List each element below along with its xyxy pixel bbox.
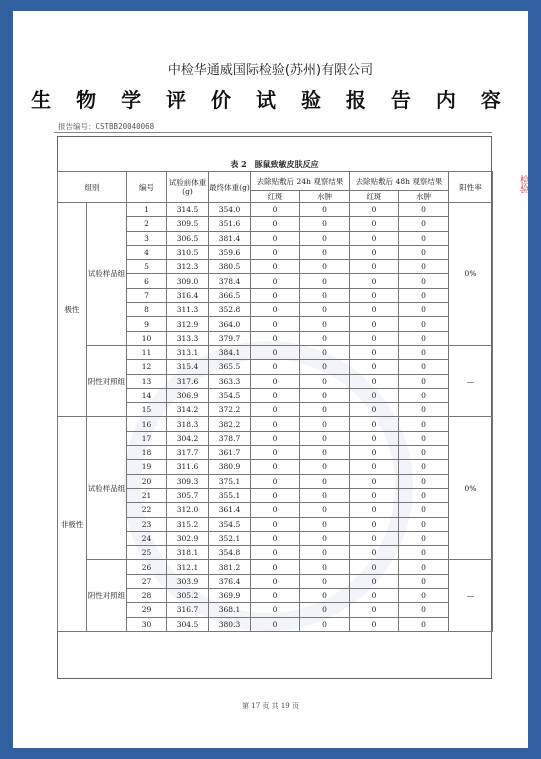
animal-id-cell: 11 [127, 345, 167, 359]
final-weight-cell: 376.4 [209, 574, 251, 588]
header-erythema-24h: 红斑 [251, 191, 300, 203]
page-title: 生 物 学 评 价 试 验 报 告 内 容 [31, 88, 510, 112]
edema-48h-cell: 0 [399, 417, 449, 431]
positive-rate-cell: 0% [449, 417, 493, 560]
edema-24h-cell: 0 [300, 546, 350, 560]
erythema-48h-cell: 0 [350, 360, 399, 374]
erythema-48h-cell: 0 [350, 446, 399, 460]
erythema-48h-cell: 0 [350, 274, 399, 288]
final-weight-cell: 372.2 [209, 403, 251, 417]
pre-weight-cell: 314.5 [167, 203, 209, 217]
final-weight-cell: 355.1 [209, 488, 251, 502]
edema-48h-cell: 0 [399, 617, 449, 631]
final-weight-cell: 361.4 [209, 503, 251, 517]
edema-24h-cell: 0 [300, 217, 350, 231]
table-body [58, 203, 493, 632]
pre-weight-cell: 304.5 [167, 617, 209, 631]
edema-24h-cell: 0 [300, 274, 350, 288]
erythema-48h-cell: 0 [350, 245, 399, 259]
erythema-48h-cell: 0 [350, 531, 399, 545]
positive-rate-cell: — [449, 345, 493, 416]
final-weight-cell: 366.5 [209, 288, 251, 302]
pre-weight-cell: 305.2 [167, 589, 209, 603]
erythema-48h-cell: 0 [350, 317, 399, 331]
edema-48h-cell: 0 [399, 574, 449, 588]
erythema-24h-cell: 0 [251, 303, 300, 317]
animal-id-cell: 25 [127, 546, 167, 560]
erythema-24h-cell: 0 [251, 217, 300, 231]
final-weight-cell: 351.6 [209, 217, 251, 231]
edema-48h-cell: 0 [399, 317, 449, 331]
pre-weight-cell: 313.3 [167, 331, 209, 345]
erythema-24h-cell: 0 [251, 274, 300, 288]
edema-24h-cell: 0 [300, 417, 350, 431]
pre-weight-cell: 309.3 [167, 474, 209, 488]
edema-48h-cell: 0 [399, 546, 449, 560]
edema-48h-cell: 0 [399, 503, 449, 517]
final-weight-cell: 381.2 [209, 560, 251, 574]
animal-id-cell: 13 [127, 374, 167, 388]
erythema-48h-cell: 0 [350, 574, 399, 588]
pre-weight-cell: 313.1 [167, 345, 209, 359]
erythema-48h-cell: 0 [350, 546, 399, 560]
table-row [58, 560, 493, 574]
positive-rate-cell: 0% [449, 203, 493, 346]
edema-24h-cell: 0 [300, 260, 350, 274]
animal-id-cell: 5 [127, 260, 167, 274]
pre-weight-cell: 311.6 [167, 460, 209, 474]
final-weight-cell: 354.8 [209, 546, 251, 560]
erythema-48h-cell: 0 [350, 589, 399, 603]
table-row [58, 345, 493, 359]
edema-24h-cell: 0 [300, 560, 350, 574]
pre-weight-cell: 315.2 [167, 517, 209, 531]
animal-id-cell: 28 [127, 589, 167, 603]
erythema-48h-cell: 0 [350, 345, 399, 359]
final-weight-cell: 378.4 [209, 274, 251, 288]
edema-24h-cell: 0 [300, 589, 350, 603]
animal-id-cell: 24 [127, 531, 167, 545]
final-weight-cell: 380.5 [209, 260, 251, 274]
pre-weight-cell: 317.6 [167, 374, 209, 388]
erythema-48h-cell: 0 [350, 231, 399, 245]
pre-weight-cell: 310.5 [167, 245, 209, 259]
edema-48h-cell: 0 [399, 388, 449, 402]
animal-id-cell: 14 [127, 388, 167, 402]
final-weight-cell: 368.1 [209, 603, 251, 617]
edema-24h-cell: 0 [300, 360, 350, 374]
edema-24h-cell: 0 [300, 317, 350, 331]
edema-48h-cell: 0 [399, 288, 449, 302]
animal-id-cell: 27 [127, 574, 167, 588]
subgroup-test: 试验样品组 [87, 417, 127, 560]
pre-weight-cell: 311.3 [167, 303, 209, 317]
animal-id-cell: 18 [127, 446, 167, 460]
company-name: 中检华通威国际检验(苏州)有限公司 [167, 63, 374, 78]
erythema-24h-cell: 0 [251, 231, 300, 245]
header-final-weight: 最终体重(g) [209, 172, 251, 203]
pre-weight-cell: 314.2 [167, 403, 209, 417]
edema-48h-cell: 0 [399, 374, 449, 388]
erythema-24h-cell: 0 [251, 503, 300, 517]
erythema-48h-cell: 0 [350, 460, 399, 474]
pre-weight-cell: 316.4 [167, 288, 209, 302]
pre-weight-cell: 318.1 [167, 546, 209, 560]
final-weight-cell: 378.7 [209, 431, 251, 445]
animal-id-cell: 2 [127, 217, 167, 231]
group-polar: 极性 [58, 203, 87, 417]
pre-weight-cell: 318.3 [167, 417, 209, 431]
erythema-48h-cell: 0 [350, 474, 399, 488]
final-weight-cell: 369.9 [209, 589, 251, 603]
edema-48h-cell: 0 [399, 488, 449, 502]
edema-48h-cell: 0 [399, 203, 449, 217]
edema-24h-cell: 0 [300, 288, 350, 302]
edema-24h-cell: 0 [300, 374, 350, 388]
edema-48h-cell: 0 [399, 446, 449, 460]
table-row [58, 417, 493, 431]
edema-24h-cell: 0 [300, 603, 350, 617]
edema-24h-cell: 0 [300, 431, 350, 445]
animal-id-cell: 30 [127, 617, 167, 631]
erythema-24h-cell: 0 [251, 431, 300, 445]
animal-id-cell: 16 [127, 417, 167, 431]
edema-24h-cell: 0 [300, 331, 350, 345]
erythema-24h-cell: 0 [251, 546, 300, 560]
edema-24h-cell: 0 [300, 517, 350, 531]
header-edema-24h: 水肿 [300, 191, 350, 203]
edema-24h-cell: 0 [300, 203, 350, 217]
pre-weight-cell: 305.7 [167, 488, 209, 502]
header-id: 编号 [127, 172, 167, 203]
edema-24h-cell: 0 [300, 446, 350, 460]
animal-id-cell: 20 [127, 474, 167, 488]
final-weight-cell: 352.8 [209, 303, 251, 317]
animal-id-cell: 22 [127, 503, 167, 517]
erythema-24h-cell: 0 [251, 417, 300, 431]
edema-48h-cell: 0 [399, 431, 449, 445]
subgroup-test: 试验样品组 [87, 203, 127, 346]
final-weight-cell: 352.1 [209, 531, 251, 545]
erythema-48h-cell: 0 [350, 217, 399, 231]
edema-48h-cell: 0 [399, 245, 449, 259]
edema-24h-cell: 0 [300, 303, 350, 317]
erythema-24h-cell: 0 [251, 360, 300, 374]
erythema-48h-cell: 0 [350, 288, 399, 302]
sensitization-table [57, 171, 493, 632]
header-divider [54, 132, 492, 133]
erythema-24h-cell: 0 [251, 460, 300, 474]
report-page [13, 11, 528, 748]
animal-id-cell: 6 [127, 274, 167, 288]
group-nonpolar: 非极性 [58, 417, 87, 631]
erythema-24h-cell: 0 [251, 574, 300, 588]
erythema-48h-cell: 0 [350, 303, 399, 317]
edema-24h-cell: 0 [300, 474, 350, 488]
edema-24h-cell: 0 [300, 617, 350, 631]
pre-weight-cell: 306.9 [167, 388, 209, 402]
animal-id-cell: 10 [127, 331, 167, 345]
erythema-48h-cell: 0 [350, 331, 399, 345]
erythema-24h-cell: 0 [251, 560, 300, 574]
final-weight-cell: 382.2 [209, 417, 251, 431]
edema-24h-cell: 0 [300, 574, 350, 588]
erythema-24h-cell: 0 [251, 203, 300, 217]
edema-24h-cell: 0 [300, 231, 350, 245]
pre-weight-cell: 316.7 [167, 603, 209, 617]
erythema-48h-cell: 0 [350, 617, 399, 631]
pre-weight-cell: 306.5 [167, 231, 209, 245]
final-weight-cell: 375.1 [209, 474, 251, 488]
animal-id-cell: 15 [127, 403, 167, 417]
edema-48h-cell: 0 [399, 517, 449, 531]
pre-weight-cell: 312.0 [167, 503, 209, 517]
pre-weight-cell: 302.9 [167, 531, 209, 545]
pre-weight-cell: 317.7 [167, 446, 209, 460]
erythema-48h-cell: 0 [350, 560, 399, 574]
erythema-24h-cell: 0 [251, 288, 300, 302]
edema-24h-cell: 0 [300, 245, 350, 259]
erythema-48h-cell: 0 [350, 603, 399, 617]
final-weight-cell: 364.0 [209, 317, 251, 331]
edema-48h-cell: 0 [399, 274, 449, 288]
header-24h: 去除贴敷后 24h 观察结果 [251, 172, 350, 191]
final-weight-cell: 365.5 [209, 360, 251, 374]
edema-24h-cell: 0 [300, 503, 350, 517]
edema-24h-cell: 0 [300, 345, 350, 359]
edema-48h-cell: 0 [399, 260, 449, 274]
positive-rate-cell: — [449, 560, 493, 631]
edema-24h-cell: 0 [300, 531, 350, 545]
erythema-24h-cell: 0 [251, 260, 300, 274]
erythema-24h-cell: 0 [251, 446, 300, 460]
edema-48h-cell: 0 [399, 303, 449, 317]
erythema-48h-cell: 0 [350, 503, 399, 517]
final-weight-cell: 363.3 [209, 374, 251, 388]
header-group: 组别 [58, 172, 127, 203]
erythema-48h-cell: 0 [350, 260, 399, 274]
final-weight-cell: 359.6 [209, 245, 251, 259]
edema-24h-cell: 0 [300, 388, 350, 402]
edema-48h-cell: 0 [399, 231, 449, 245]
erythema-48h-cell: 0 [350, 417, 399, 431]
final-weight-cell: 380.3 [209, 617, 251, 631]
header-erythema-48h: 红斑 [350, 191, 399, 203]
animal-id-cell: 29 [127, 603, 167, 617]
header-edema-48h: 水肿 [399, 191, 449, 203]
animal-id-cell: 1 [127, 203, 167, 217]
header-48h: 去除贴敷后 48h 观察结果 [350, 172, 449, 191]
edema-48h-cell: 0 [399, 560, 449, 574]
subgroup-negative: 阴性对照组 [87, 560, 127, 631]
edema-48h-cell: 0 [399, 331, 449, 345]
pre-weight-cell: 303.9 [167, 574, 209, 588]
header-pre-weight: 试验前体重(g) [167, 172, 209, 203]
animal-id-cell: 26 [127, 560, 167, 574]
page-footer: 第 17 页 共 19 页 [242, 702, 299, 710]
edema-48h-cell: 0 [399, 531, 449, 545]
edema-48h-cell: 0 [399, 460, 449, 474]
erythema-48h-cell: 0 [350, 203, 399, 217]
erythema-24h-cell: 0 [251, 603, 300, 617]
animal-id-cell: 19 [127, 460, 167, 474]
erythema-24h-cell: 0 [251, 474, 300, 488]
final-weight-cell: 381.4 [209, 231, 251, 245]
erythema-48h-cell: 0 [350, 488, 399, 502]
final-weight-cell: 380.9 [209, 460, 251, 474]
animal-id-cell: 4 [127, 245, 167, 259]
erythema-24h-cell: 0 [251, 488, 300, 502]
edema-48h-cell: 0 [399, 360, 449, 374]
edema-48h-cell: 0 [399, 345, 449, 359]
animal-id-cell: 9 [127, 317, 167, 331]
edema-48h-cell: 0 [399, 403, 449, 417]
erythema-48h-cell: 0 [350, 388, 399, 402]
header-positive-rate: 阳性率 [449, 172, 493, 203]
report-number: 报告编号：CSTBB20040068 [58, 122, 155, 131]
erythema-24h-cell: 0 [251, 245, 300, 259]
edema-48h-cell: 0 [399, 217, 449, 231]
final-weight-cell: 384.1 [209, 345, 251, 359]
pre-weight-cell: 315.4 [167, 360, 209, 374]
side-tab [518, 171, 528, 231]
erythema-24h-cell: 0 [251, 317, 300, 331]
erythema-24h-cell: 0 [251, 517, 300, 531]
pre-weight-cell: 312.3 [167, 260, 209, 274]
erythema-48h-cell: 0 [350, 374, 399, 388]
pre-weight-cell: 304.2 [167, 431, 209, 445]
erythema-24h-cell: 0 [251, 388, 300, 402]
animal-id-cell: 3 [127, 231, 167, 245]
edema-48h-cell: 0 [399, 589, 449, 603]
animal-id-cell: 8 [127, 303, 167, 317]
pre-weight-cell: 312.9 [167, 317, 209, 331]
erythema-24h-cell: 0 [251, 403, 300, 417]
erythema-48h-cell: 0 [350, 431, 399, 445]
erythema-24h-cell: 0 [251, 345, 300, 359]
animal-id-cell: 23 [127, 517, 167, 531]
erythema-48h-cell: 0 [350, 403, 399, 417]
final-weight-cell: 354.5 [209, 517, 251, 531]
final-weight-cell: 354.5 [209, 388, 251, 402]
erythema-24h-cell: 0 [251, 331, 300, 345]
erythema-24h-cell: 0 [251, 589, 300, 603]
pre-weight-cell: 312.1 [167, 560, 209, 574]
pre-weight-cell: 309.0 [167, 274, 209, 288]
animal-id-cell: 21 [127, 488, 167, 502]
subgroup-negative: 阴性对照组 [87, 345, 127, 416]
edema-24h-cell: 0 [300, 460, 350, 474]
pre-weight-cell: 309.5 [167, 217, 209, 231]
final-weight-cell: 379.7 [209, 331, 251, 345]
erythema-24h-cell: 0 [251, 531, 300, 545]
edema-24h-cell: 0 [300, 403, 350, 417]
animal-id-cell: 17 [127, 431, 167, 445]
seal-mark: 检验 [518, 175, 528, 193]
erythema-24h-cell: 0 [251, 374, 300, 388]
final-weight-cell: 354.0 [209, 203, 251, 217]
table-title: 表 2 豚鼠致敏皮肤反应 [230, 159, 319, 169]
edema-48h-cell: 0 [399, 474, 449, 488]
final-weight-cell: 361.7 [209, 446, 251, 460]
erythema-24h-cell: 0 [251, 617, 300, 631]
edema-48h-cell: 0 [399, 603, 449, 617]
animal-id-cell: 12 [127, 360, 167, 374]
erythema-48h-cell: 0 [350, 517, 399, 531]
edema-24h-cell: 0 [300, 488, 350, 502]
animal-id-cell: 7 [127, 288, 167, 302]
table-row [58, 203, 493, 217]
